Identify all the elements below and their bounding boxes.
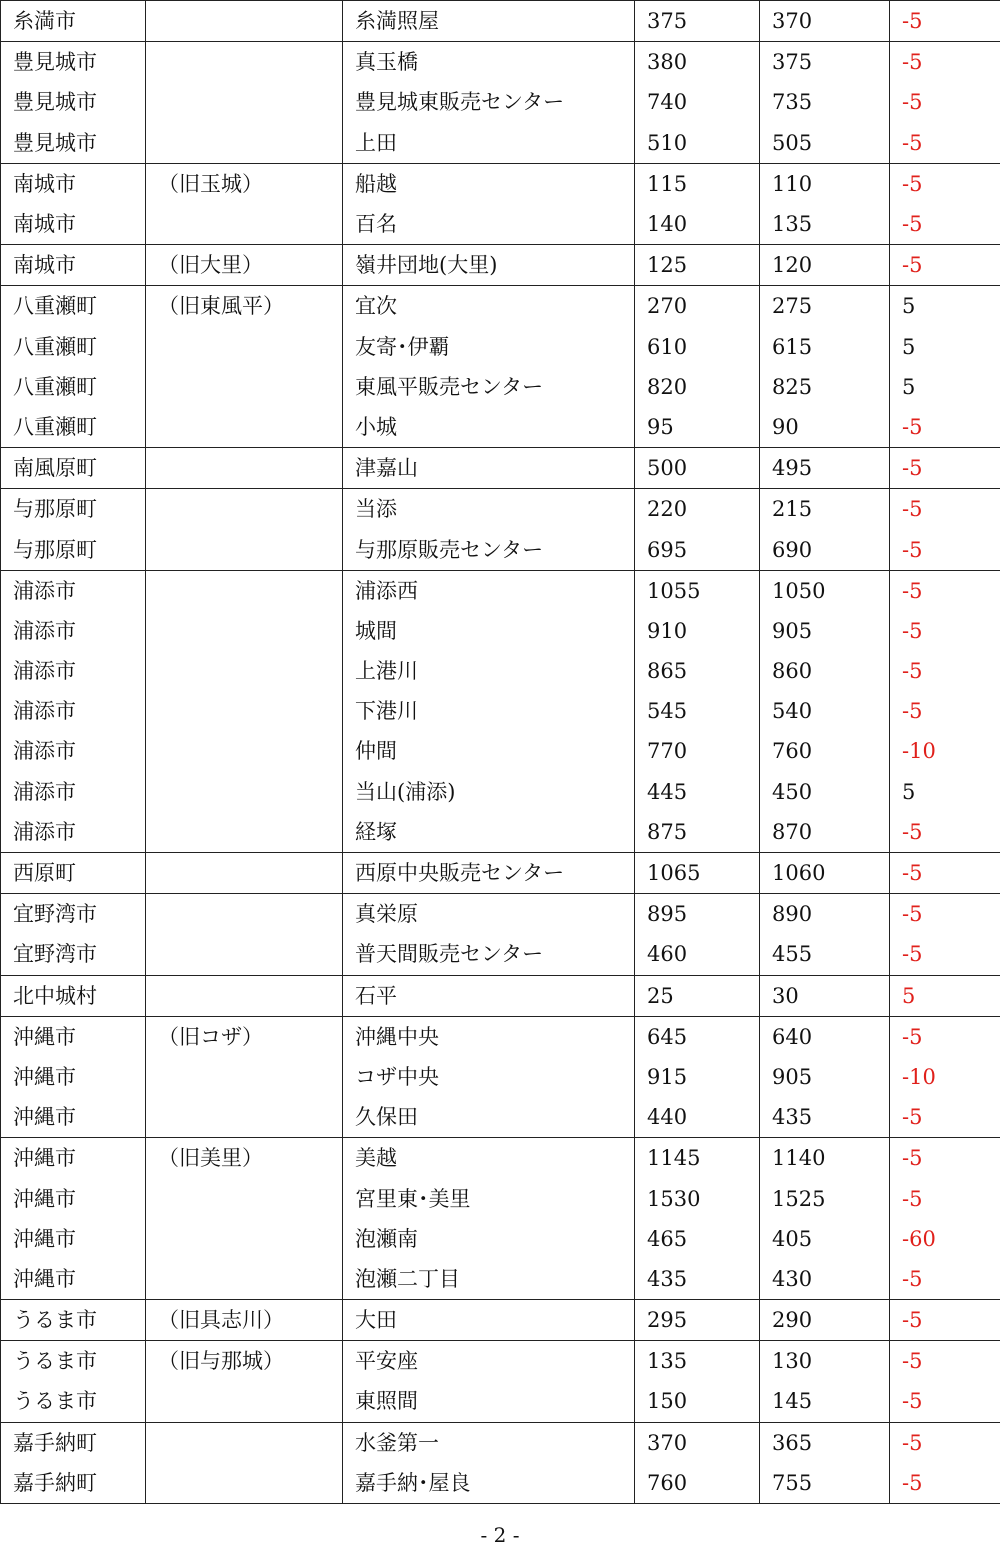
old-count-cell: 115	[635, 163, 760, 204]
former-area-cell	[146, 1219, 343, 1259]
difference-cell: 5	[890, 772, 1000, 812]
new-count-cell: 1140	[760, 1138, 890, 1179]
table-row	[1, 651, 1000, 691]
former-area-cell	[146, 327, 343, 367]
table-row	[1, 1057, 1000, 1097]
new-count-cell: 1050	[760, 570, 890, 611]
table-row	[1, 204, 1000, 245]
former-area-cell	[146, 812, 343, 853]
former-area-cell	[146, 934, 343, 975]
difference-cell: -5	[890, 934, 1000, 975]
difference-cell: -5	[890, 894, 1000, 935]
price-table-body	[1, 1, 1000, 1504]
store-name-cell: 上田	[343, 123, 635, 164]
table-row	[1, 1259, 1000, 1300]
store-name-cell: 城間	[343, 611, 635, 651]
new-count-cell: 505	[760, 123, 890, 164]
difference-cell: -10	[890, 731, 1000, 771]
difference-cell: -5	[890, 1097, 1000, 1138]
store-name-cell: 仲間	[343, 731, 635, 771]
old-count-cell: 760	[635, 1463, 760, 1504]
difference-cell: -5	[890, 651, 1000, 691]
city-cell: 浦添市	[1, 691, 146, 731]
store-name-cell: 東照間	[343, 1381, 635, 1422]
former-area-cell	[146, 1422, 343, 1463]
store-name-cell: 美越	[343, 1138, 635, 1179]
new-count-cell: 755	[760, 1463, 890, 1504]
difference-cell: -5	[890, 245, 1000, 286]
table-row	[1, 1422, 1000, 1463]
old-count-cell: 1065	[635, 852, 760, 893]
former-area-cell	[146, 570, 343, 611]
store-name-cell: 宜次	[343, 286, 635, 327]
former-area-cell	[146, 691, 343, 731]
city-cell: 沖縄市	[1, 1097, 146, 1138]
table-row	[1, 1463, 1000, 1504]
new-count-cell: 760	[760, 731, 890, 771]
old-count-cell: 465	[635, 1219, 760, 1259]
city-cell: 八重瀬町	[1, 286, 146, 327]
store-name-cell: コザ中央	[343, 1057, 635, 1097]
old-count-cell: 295	[635, 1300, 760, 1341]
new-count-cell: 435	[760, 1097, 890, 1138]
new-count-cell: 145	[760, 1381, 890, 1422]
city-cell: 沖縄市	[1, 1057, 146, 1097]
new-count-cell: 90	[760, 407, 890, 448]
old-count-cell: 270	[635, 286, 760, 327]
store-name-cell: 平安座	[343, 1341, 635, 1382]
city-cell: 南風原町	[1, 448, 146, 489]
store-name-cell: 当山(浦添)	[343, 772, 635, 812]
new-count-cell: 110	[760, 163, 890, 204]
store-name-cell: 久保田	[343, 1097, 635, 1138]
old-count-cell: 610	[635, 327, 760, 367]
table-row	[1, 894, 1000, 935]
city-cell: 豊見城市	[1, 42, 146, 83]
former-area-cell: （旧東風平）	[146, 286, 343, 327]
former-area-cell	[146, 1463, 343, 1504]
table-row	[1, 975, 1000, 1016]
former-area-cell	[146, 975, 343, 1016]
old-count-cell: 435	[635, 1259, 760, 1300]
table-row	[1, 611, 1000, 651]
difference-cell: -60	[890, 1219, 1000, 1259]
old-count-cell: 1055	[635, 570, 760, 611]
table-row	[1, 367, 1000, 407]
old-count-cell: 1530	[635, 1178, 760, 1218]
page-number: - 2 -	[480, 1523, 520, 1547]
new-count-cell: 540	[760, 691, 890, 731]
city-cell: 宜野湾市	[1, 894, 146, 935]
store-name-cell: 百名	[343, 204, 635, 245]
difference-cell: -5	[890, 448, 1000, 489]
difference-cell: 5	[890, 327, 1000, 367]
table-row	[1, 286, 1000, 327]
old-count-cell: 380	[635, 42, 760, 83]
store-name-cell: 水釜第一	[343, 1422, 635, 1463]
store-name-cell: 船越	[343, 163, 635, 204]
store-name-cell: 真栄原	[343, 894, 635, 935]
old-count-cell: 645	[635, 1016, 760, 1057]
old-count-cell: 220	[635, 489, 760, 530]
city-cell: 宜野湾市	[1, 934, 146, 975]
difference-cell: -5	[890, 611, 1000, 651]
old-count-cell: 125	[635, 245, 760, 286]
new-count-cell: 825	[760, 367, 890, 407]
table-row	[1, 123, 1000, 164]
old-count-cell: 545	[635, 691, 760, 731]
store-name-cell: 当添	[343, 489, 635, 530]
city-cell: 八重瀬町	[1, 327, 146, 367]
city-cell: 与那原町	[1, 489, 146, 530]
new-count-cell: 120	[760, 245, 890, 286]
city-cell: 沖縄市	[1, 1259, 146, 1300]
difference-cell: -5	[890, 1178, 1000, 1218]
store-name-cell: 豊見城東販売センター	[343, 82, 635, 122]
old-count-cell: 150	[635, 1381, 760, 1422]
new-count-cell: 615	[760, 327, 890, 367]
difference-cell: -5	[890, 123, 1000, 164]
store-name-cell: 泡瀬南	[343, 1219, 635, 1259]
new-count-cell: 735	[760, 82, 890, 122]
table-row	[1, 245, 1000, 286]
table-row	[1, 1341, 1000, 1382]
former-area-cell	[146, 407, 343, 448]
table-row	[1, 163, 1000, 204]
difference-cell: -5	[890, 691, 1000, 731]
difference-cell: -5	[890, 1016, 1000, 1057]
difference-cell: -5	[890, 82, 1000, 122]
difference-cell: -5	[890, 570, 1000, 611]
former-area-cell	[146, 1, 343, 42]
difference-cell: -10	[890, 1057, 1000, 1097]
new-count-cell: 905	[760, 611, 890, 651]
former-area-cell	[146, 1057, 343, 1097]
city-cell: 糸満市	[1, 1, 146, 42]
difference-cell: -5	[890, 1300, 1000, 1341]
store-name-cell: 石平	[343, 975, 635, 1016]
table-row	[1, 691, 1000, 731]
former-area-cell	[146, 489, 343, 530]
former-area-cell	[146, 204, 343, 245]
former-area-cell: （旧具志川）	[146, 1300, 343, 1341]
difference-cell: 5	[890, 286, 1000, 327]
former-area-cell	[146, 611, 343, 651]
old-count-cell: 440	[635, 1097, 760, 1138]
city-cell: 浦添市	[1, 772, 146, 812]
former-area-cell: （旧玉城）	[146, 163, 343, 204]
new-count-cell: 405	[760, 1219, 890, 1259]
new-count-cell: 890	[760, 894, 890, 935]
city-cell: 沖縄市	[1, 1016, 146, 1057]
difference-cell: -5	[890, 1259, 1000, 1300]
former-area-cell	[146, 1178, 343, 1218]
table-row	[1, 812, 1000, 853]
old-count-cell: 95	[635, 407, 760, 448]
former-area-cell	[146, 42, 343, 83]
old-count-cell: 865	[635, 651, 760, 691]
former-area-cell	[146, 772, 343, 812]
new-count-cell: 365	[760, 1422, 890, 1463]
table-row	[1, 42, 1000, 83]
new-count-cell: 870	[760, 812, 890, 853]
table-row	[1, 489, 1000, 530]
new-count-cell: 375	[760, 42, 890, 83]
old-count-cell: 370	[635, 1422, 760, 1463]
difference-cell: -5	[890, 1463, 1000, 1504]
store-name-cell: 浦添西	[343, 570, 635, 611]
table-row	[1, 570, 1000, 611]
old-count-cell: 140	[635, 204, 760, 245]
old-count-cell: 910	[635, 611, 760, 651]
old-count-cell: 695	[635, 529, 760, 570]
old-count-cell: 25	[635, 975, 760, 1016]
table-row	[1, 772, 1000, 812]
store-name-cell: 津嘉山	[343, 448, 635, 489]
table-row	[1, 327, 1000, 367]
new-count-cell: 495	[760, 448, 890, 489]
difference-cell: -5	[890, 407, 1000, 448]
difference-cell: -5	[890, 812, 1000, 853]
old-count-cell: 740	[635, 82, 760, 122]
former-area-cell	[146, 1097, 343, 1138]
old-count-cell: 915	[635, 1057, 760, 1097]
difference-cell: 5	[890, 975, 1000, 1016]
new-count-cell: 30	[760, 975, 890, 1016]
difference-cell: -5	[890, 1422, 1000, 1463]
table-row	[1, 934, 1000, 975]
difference-cell: -5	[890, 42, 1000, 83]
city-cell: 浦添市	[1, 731, 146, 771]
store-name-cell: 宮里東･美里	[343, 1178, 635, 1218]
former-area-cell	[146, 651, 343, 691]
difference-cell: -5	[890, 529, 1000, 570]
table-row	[1, 1016, 1000, 1057]
city-cell: 八重瀬町	[1, 407, 146, 448]
city-cell: 南城市	[1, 204, 146, 245]
former-area-cell	[146, 1381, 343, 1422]
former-area-cell	[146, 731, 343, 771]
table-row	[1, 407, 1000, 448]
city-cell: うるま市	[1, 1300, 146, 1341]
city-cell: 豊見城市	[1, 82, 146, 122]
former-area-cell	[146, 82, 343, 122]
new-count-cell: 215	[760, 489, 890, 530]
table-row	[1, 1097, 1000, 1138]
store-name-cell: 東風平販売センター	[343, 367, 635, 407]
old-count-cell: 770	[635, 731, 760, 771]
former-area-cell: （旧大里）	[146, 245, 343, 286]
city-cell: 与那原町	[1, 529, 146, 570]
store-name-cell: 真玉橋	[343, 42, 635, 83]
new-count-cell: 860	[760, 651, 890, 691]
difference-cell: -5	[890, 1341, 1000, 1382]
new-count-cell: 905	[760, 1057, 890, 1097]
table-row	[1, 1178, 1000, 1218]
difference-cell: -5	[890, 204, 1000, 245]
city-cell: 南城市	[1, 245, 146, 286]
difference-cell: -5	[890, 1381, 1000, 1422]
city-cell: 浦添市	[1, 651, 146, 691]
city-cell: 北中城村	[1, 975, 146, 1016]
store-name-cell: 嘉手納･屋良	[343, 1463, 635, 1504]
city-cell: 南城市	[1, 163, 146, 204]
difference-cell: 5	[890, 367, 1000, 407]
difference-cell: -5	[890, 852, 1000, 893]
former-area-cell	[146, 529, 343, 570]
former-area-cell	[146, 448, 343, 489]
former-area-cell	[146, 367, 343, 407]
table-row	[1, 529, 1000, 570]
table-row	[1, 852, 1000, 893]
new-count-cell: 135	[760, 204, 890, 245]
old-count-cell: 1145	[635, 1138, 760, 1179]
city-cell: 嘉手納町	[1, 1422, 146, 1463]
store-name-cell: 泡瀬二丁目	[343, 1259, 635, 1300]
store-name-cell: 嶺井団地(大里)	[343, 245, 635, 286]
store-name-cell: 沖縄中央	[343, 1016, 635, 1057]
table-row	[1, 731, 1000, 771]
new-count-cell: 1525	[760, 1178, 890, 1218]
new-count-cell: 640	[760, 1016, 890, 1057]
table-row	[1, 1381, 1000, 1422]
difference-cell: -5	[890, 1, 1000, 42]
store-name-cell: 友寄･伊覇	[343, 327, 635, 367]
old-count-cell: 820	[635, 367, 760, 407]
old-count-cell: 375	[635, 1, 760, 42]
difference-cell: -5	[890, 1138, 1000, 1179]
table-row	[1, 1219, 1000, 1259]
old-count-cell: 875	[635, 812, 760, 853]
new-count-cell: 450	[760, 772, 890, 812]
city-cell: 沖縄市	[1, 1178, 146, 1218]
difference-cell: -5	[890, 489, 1000, 530]
old-count-cell: 445	[635, 772, 760, 812]
former-area-cell	[146, 1259, 343, 1300]
store-name-cell: 下港川	[343, 691, 635, 731]
old-count-cell: 135	[635, 1341, 760, 1382]
new-count-cell: 1060	[760, 852, 890, 893]
former-area-cell: （旧コザ）	[146, 1016, 343, 1057]
store-name-cell: 小城	[343, 407, 635, 448]
new-count-cell: 290	[760, 1300, 890, 1341]
new-count-cell: 690	[760, 529, 890, 570]
city-cell: 八重瀬町	[1, 367, 146, 407]
city-cell: 嘉手納町	[1, 1463, 146, 1504]
city-cell: 浦添市	[1, 812, 146, 853]
table-row	[1, 448, 1000, 489]
city-cell: うるま市	[1, 1341, 146, 1382]
difference-cell: -5	[890, 163, 1000, 204]
new-count-cell: 455	[760, 934, 890, 975]
former-area-cell: （旧美里）	[146, 1138, 343, 1179]
table-row	[1, 1, 1000, 42]
former-area-cell	[146, 894, 343, 935]
new-count-cell: 370	[760, 1, 890, 42]
former-area-cell: （旧与那城）	[146, 1341, 343, 1382]
city-cell: 浦添市	[1, 570, 146, 611]
city-cell: 沖縄市	[1, 1219, 146, 1259]
store-name-cell: 経塚	[343, 812, 635, 853]
old-count-cell: 895	[635, 894, 760, 935]
old-count-cell: 500	[635, 448, 760, 489]
new-count-cell: 430	[760, 1259, 890, 1300]
old-count-cell: 510	[635, 123, 760, 164]
old-count-cell: 460	[635, 934, 760, 975]
city-cell: うるま市	[1, 1381, 146, 1422]
city-cell: 沖縄市	[1, 1138, 146, 1179]
former-area-cell	[146, 123, 343, 164]
new-count-cell: 275	[760, 286, 890, 327]
new-count-cell: 130	[760, 1341, 890, 1382]
city-cell: 豊見城市	[1, 123, 146, 164]
table-row	[1, 1300, 1000, 1341]
store-name-cell: 与那原販売センター	[343, 529, 635, 570]
store-name-cell: 上港川	[343, 651, 635, 691]
store-name-cell: 普天間販売センター	[343, 934, 635, 975]
city-cell: 西原町	[1, 852, 146, 893]
store-name-cell: 西原中央販売センター	[343, 852, 635, 893]
former-area-cell	[146, 852, 343, 893]
city-cell: 浦添市	[1, 611, 146, 651]
table-row	[1, 82, 1000, 122]
store-name-cell: 大田	[343, 1300, 635, 1341]
table-row	[1, 1138, 1000, 1179]
store-name-cell: 糸満照屋	[343, 1, 635, 42]
